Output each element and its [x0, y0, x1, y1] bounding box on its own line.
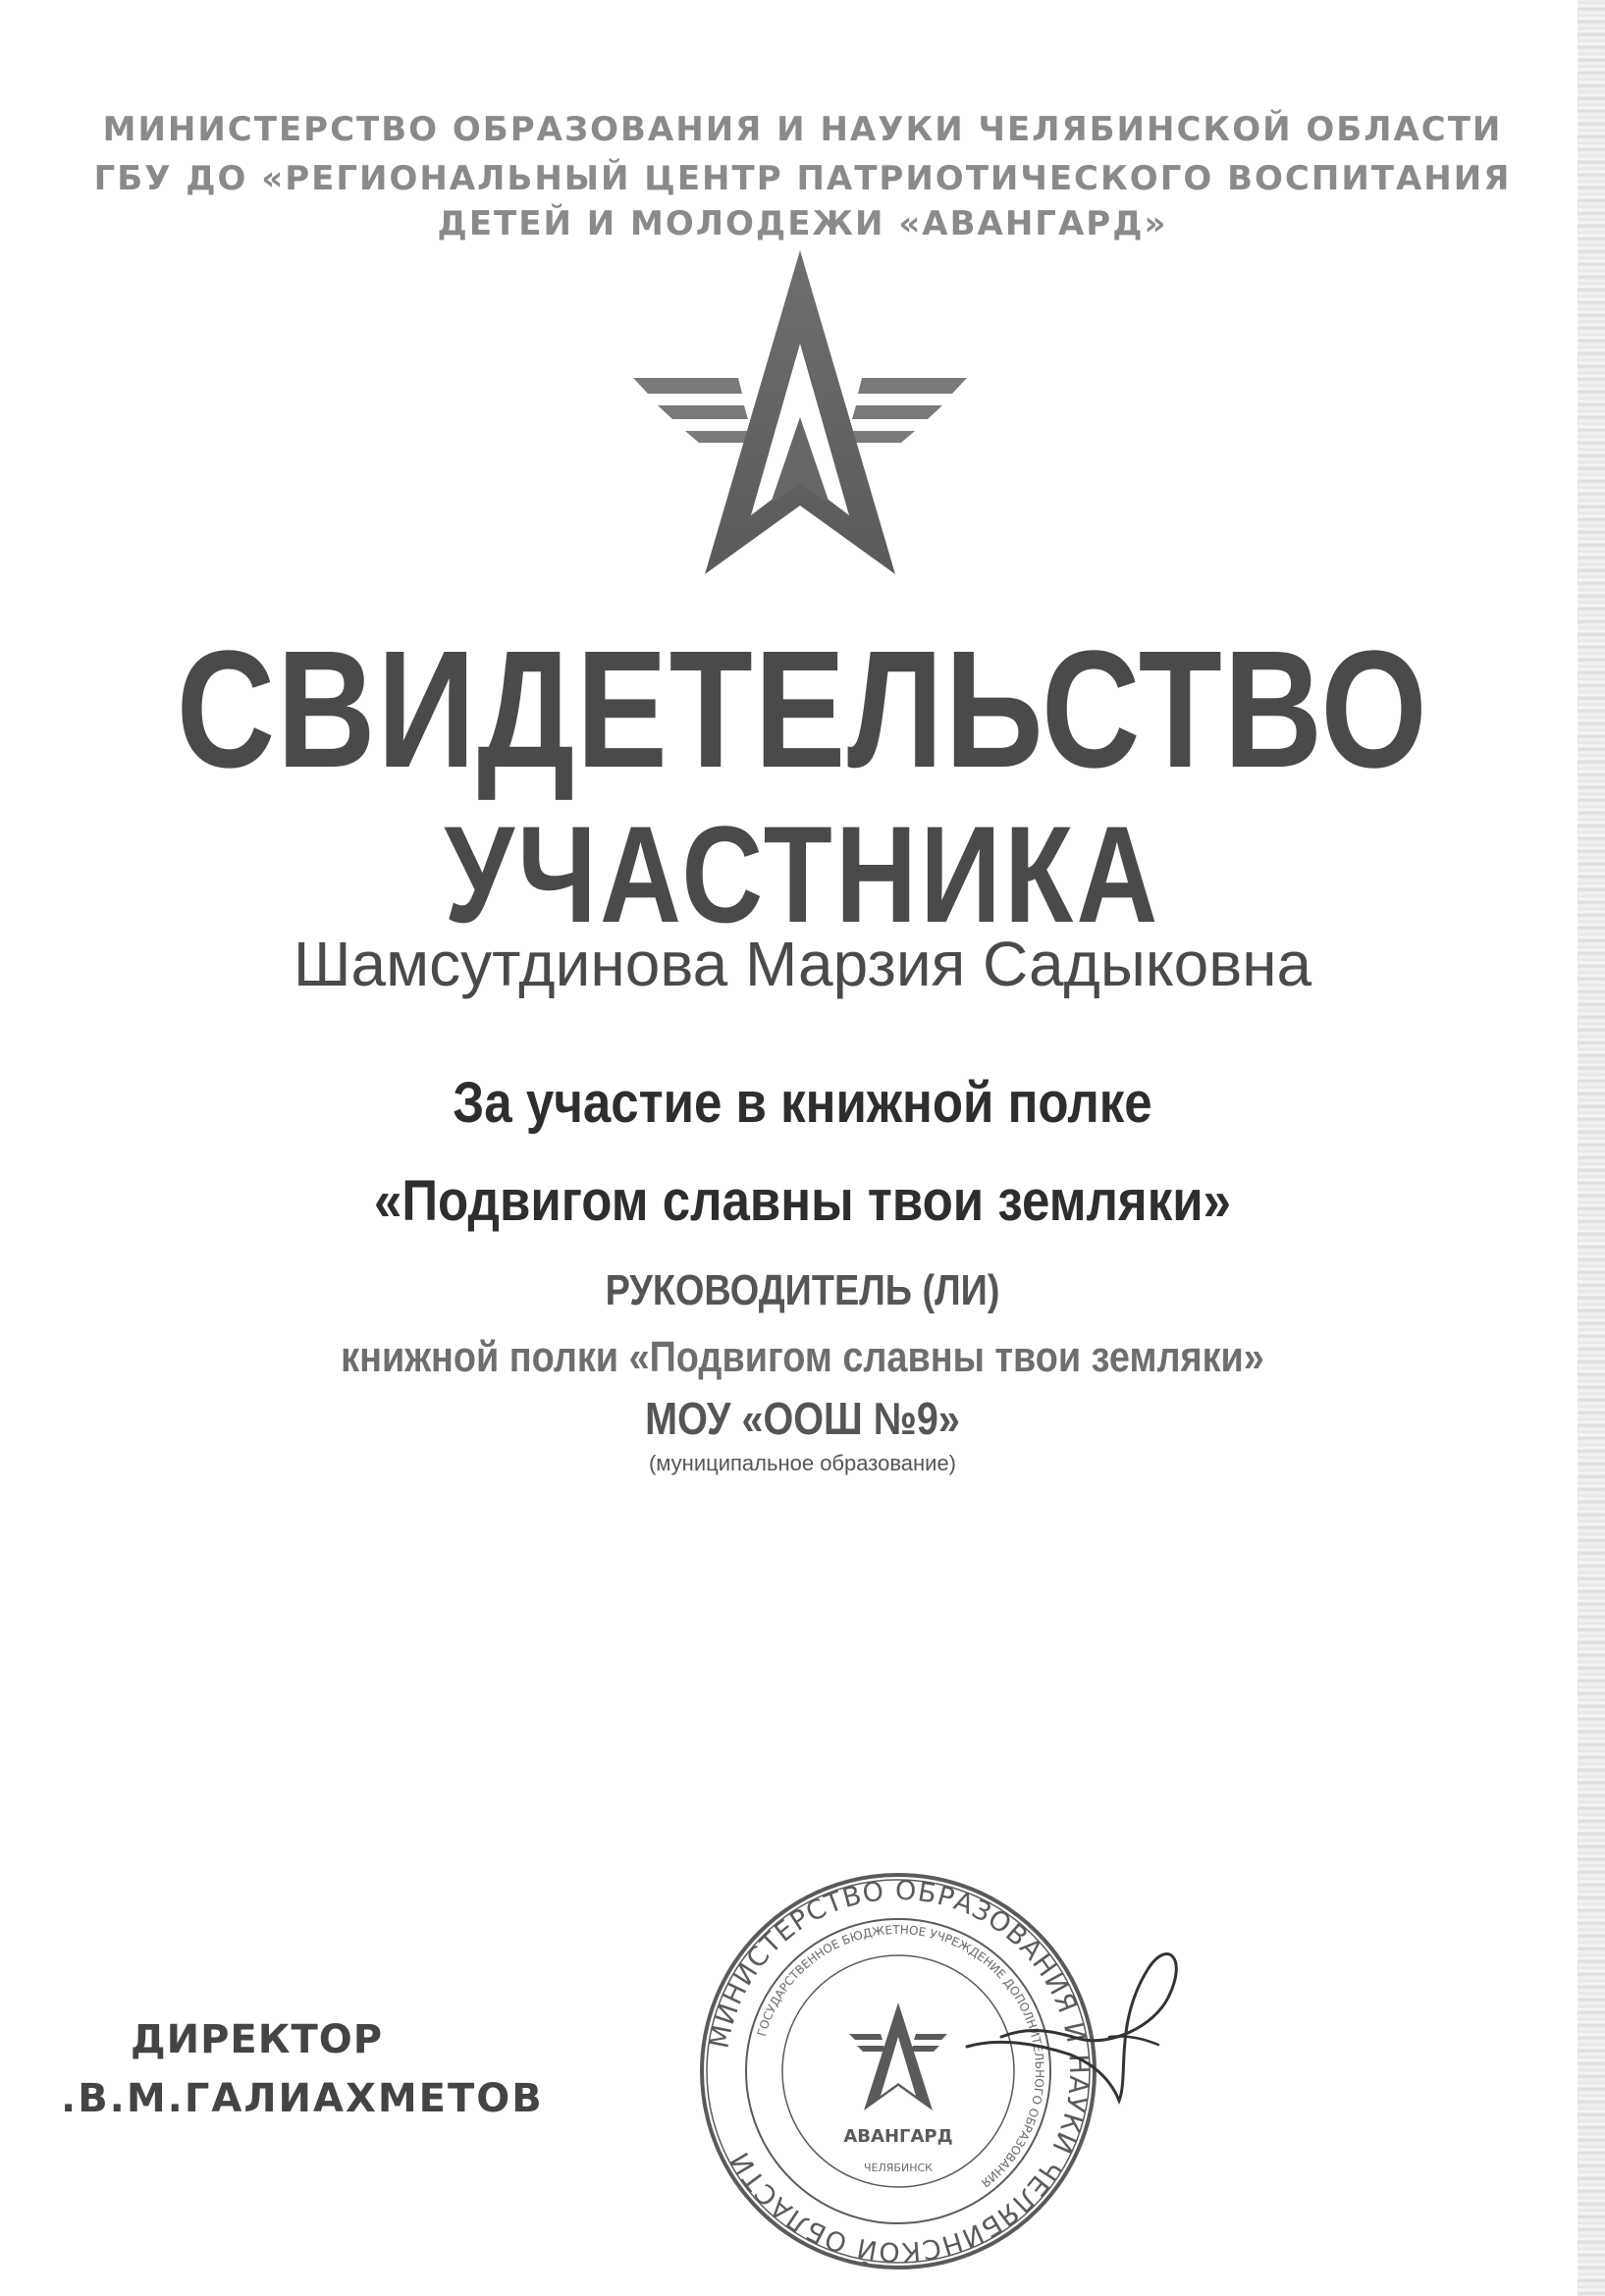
emblem-wing-stripe: [633, 378, 742, 394]
emblem-wing-stripe: [847, 431, 915, 443]
avangard-emblem-icon: [628, 250, 972, 584]
director-name: .В.М.ГАЛИАХМЕТОВ: [61, 2076, 544, 2121]
director-signature: [962, 1929, 1188, 2115]
header-center: ГБУ ДО «РЕГИОНАЛЬНЫЙ ЦЕНТР ПАТРИОТИЧЕСКОГО ВОСПИТАНИЯ: [93, 159, 1512, 198]
stamp-city-text: ЧЕЛЯБИНСК: [864, 2162, 933, 2174]
stamp-center-text: АВАНГАРД: [843, 2126, 953, 2147]
recipient-name: Шамсутдинова Марзия Садыковна: [293, 929, 1312, 999]
municipality-caption: (муниципальное образование): [648, 1451, 957, 1475]
certificate-title: СВИДЕТЕЛЬСТВО: [176, 616, 1429, 803]
emblem-wing-stripe: [858, 378, 967, 394]
stamp-outer-text: МИНИСТЕРСТВО ОБРАЗОВАНИЯ И НАУКИ ЧЕЛЯБИНСКОЙ ОБЛАСТИ: [704, 1875, 1095, 2268]
certificate-subtitle-clip: [0, 795, 1605, 951]
scan-edge-noise: [1578, 0, 1605, 2296]
emblem-wing-stripe: [852, 405, 942, 419]
shelf-line: книжной полки «Подвигом славны твои земляки»: [341, 1333, 1264, 1381]
school-name: МОУ «ООШ №9»: [645, 1393, 960, 1444]
emblem-wing-stripe: [658, 405, 748, 419]
director-position: ДИРЕКТОР: [131, 2017, 384, 2062]
header-youth: ДЕТЕЙ И МОЛОДЕЖИ «АВАНГАРД»: [437, 204, 1168, 243]
emblem-wing-stripe: [685, 431, 753, 443]
award-reason: За участие в книжной полке: [453, 1071, 1152, 1135]
certificate-subtitle: УЧАСТНИКА: [444, 797, 1161, 951]
header-ministry: МИНИСТЕРСТВО ОБРАЗОВАНИЯ И НАУКИ ЧЕЛЯБИНСКОЙ ОБЛАСТИ: [102, 110, 1503, 149]
book-shelf-title: «Подвигом славны твои земляки»: [373, 1169, 1232, 1233]
leader-label: РУКОВОДИТЕЛЬ (ЛИ): [605, 1266, 1000, 1314]
stamp-inner-text: ГОСУДАРСТВЕННОЕ БЮДЖЕТНОЕ УЧРЕЖДЕНИЕ ДОПОЛНИТЕЛЬНОГО ОБРАЗОВАНИЯ: [754, 1922, 1047, 2190]
